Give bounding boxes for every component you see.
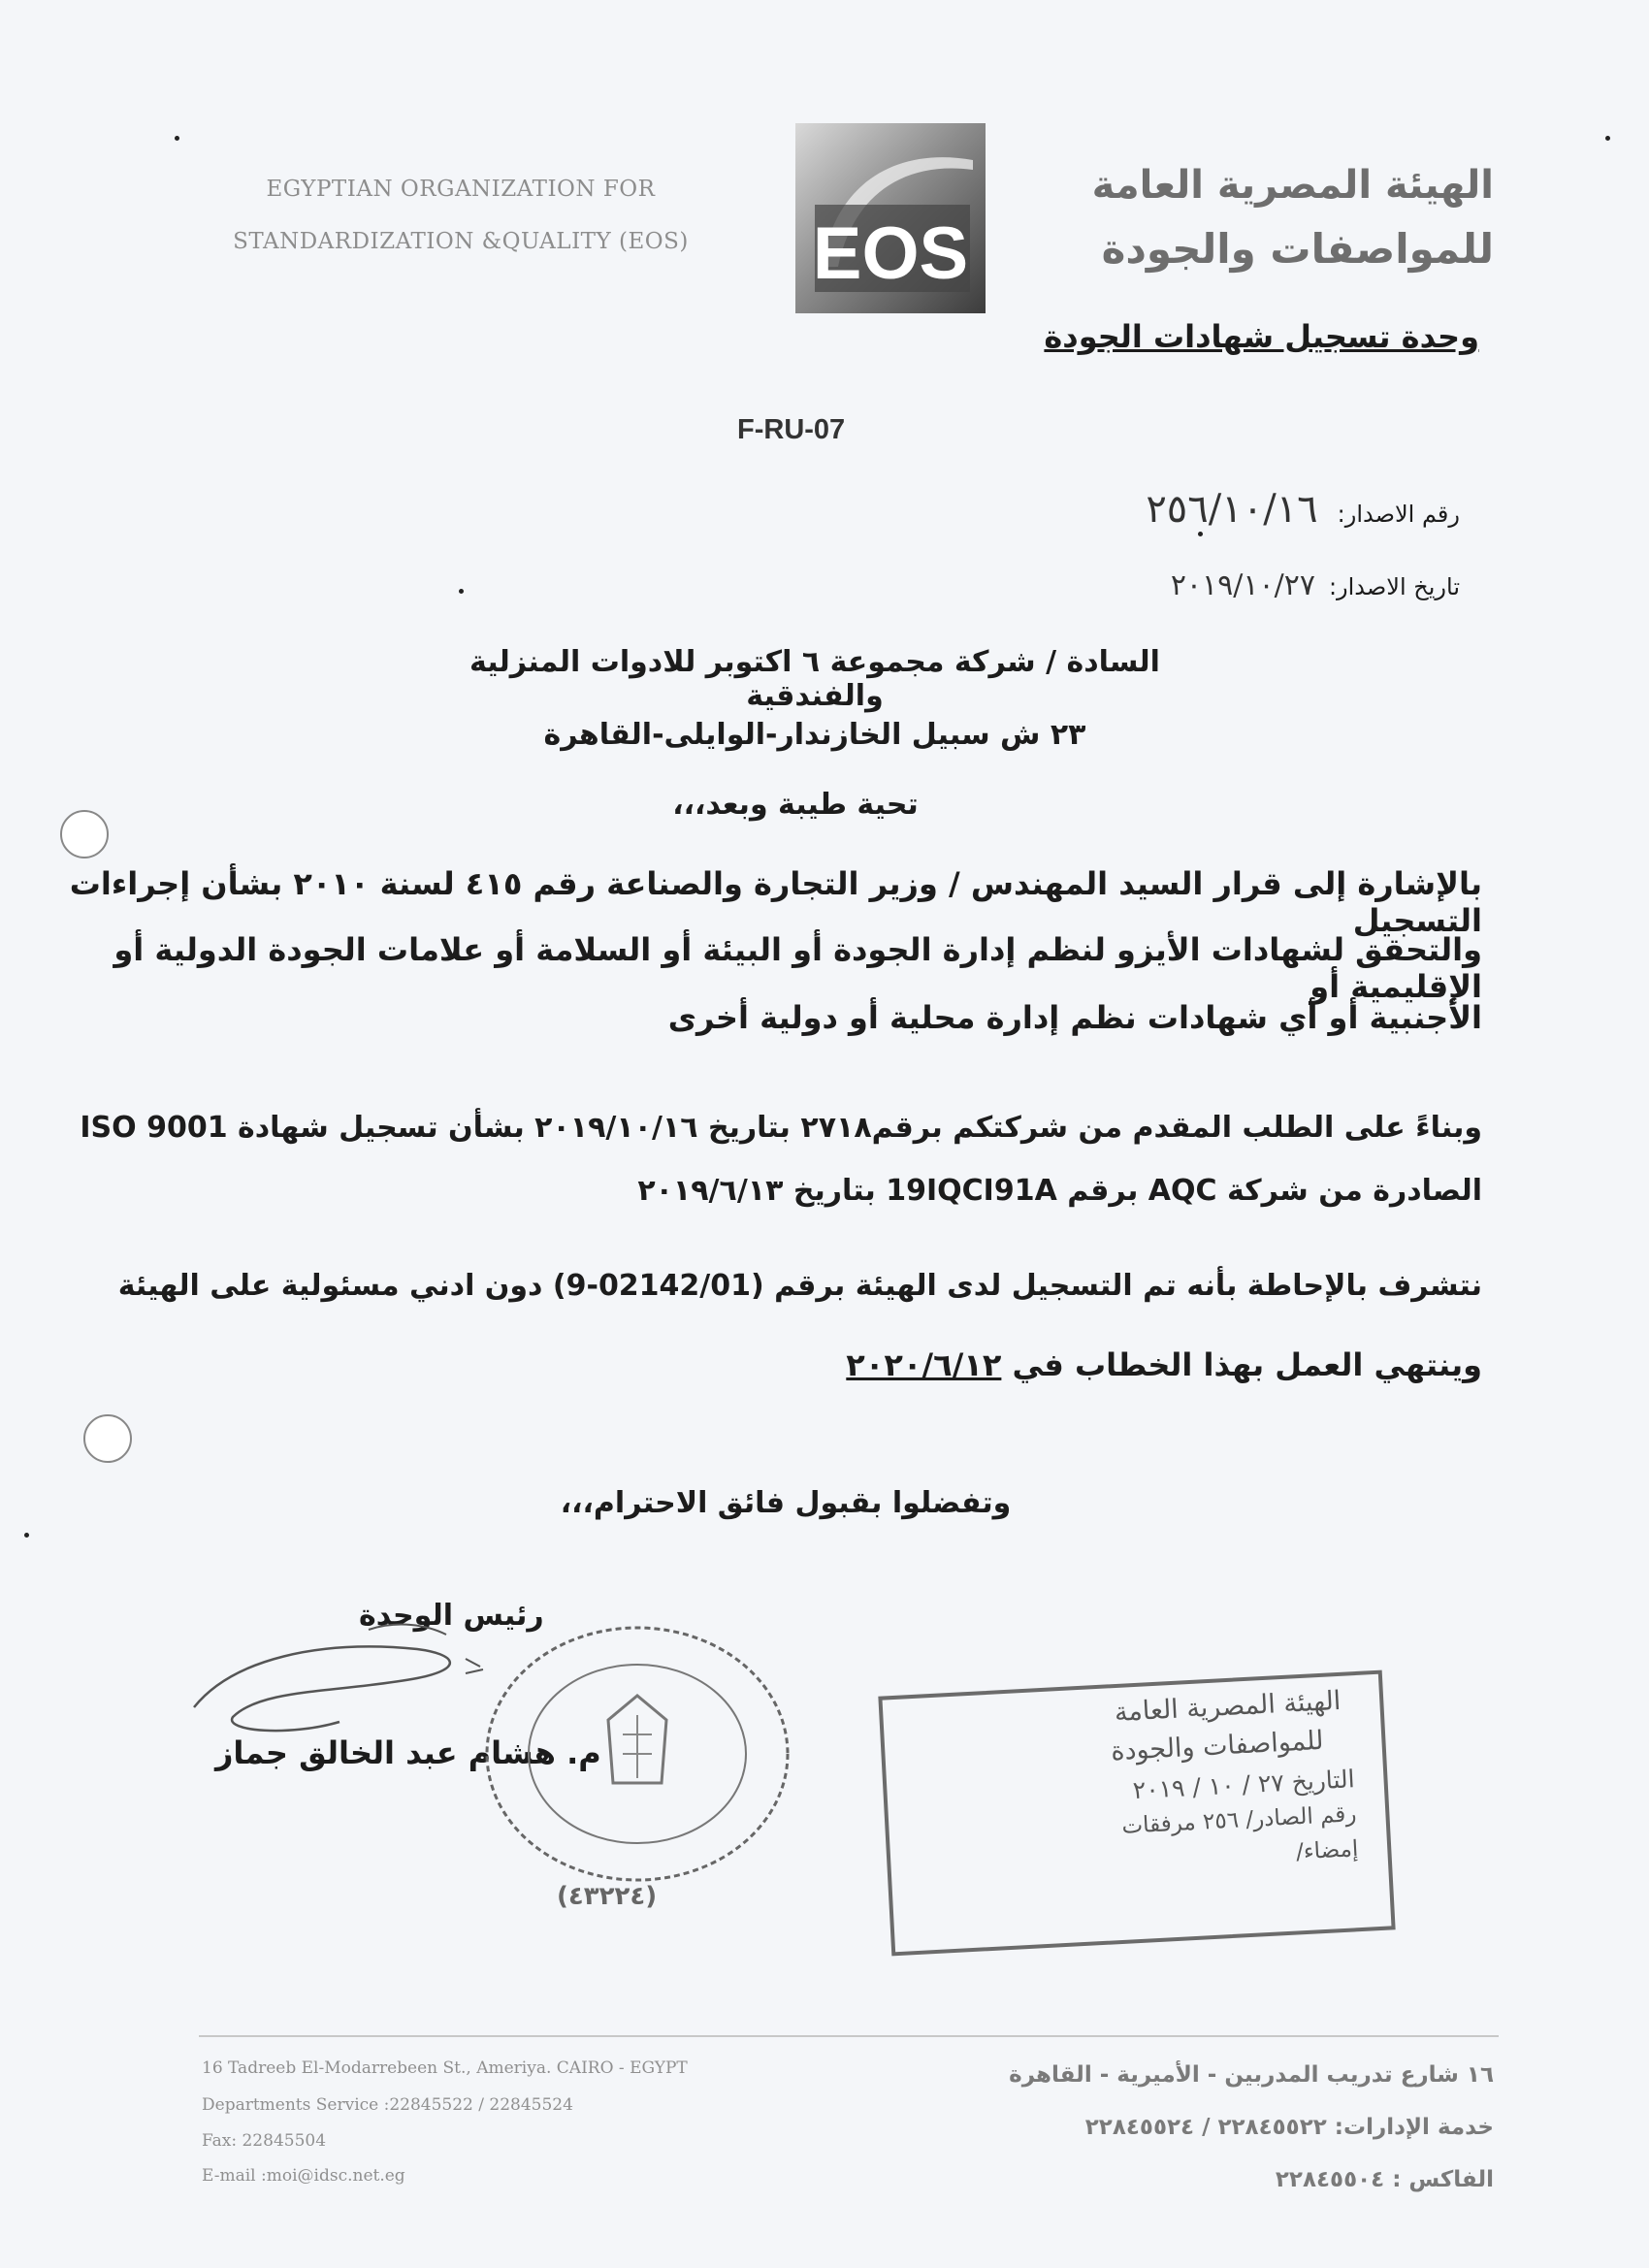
form-code: F-RU-07 xyxy=(737,414,846,445)
issue-date-value: ٢٠١٩/١٠/٢٧ xyxy=(1170,568,1315,602)
signature-title: رئيس الوحدة xyxy=(359,1599,544,1633)
org-name-ar-line2: للمواصفات والجودة xyxy=(1101,225,1494,273)
logo-text: EOS xyxy=(812,212,969,295)
org-name-en-line1: EGYPTIAN ORGANIZATION FOR xyxy=(266,177,656,202)
issue-date-row xyxy=(1171,568,1460,602)
unit-title: وحدة تسجيل شهادات الجودة xyxy=(1044,318,1479,355)
body-para1-line1: بالإشارة إلى قرار السيد المهندس / وزير التجارة والصناعة رقم ٤١٥ لسنة ٢٠١٠ بشأن إجراءات التسجيل xyxy=(69,865,1482,939)
recipient-address: ٢٣ ش سبيل الخازندار-الوايلى-القاهرة xyxy=(543,718,1086,752)
scan-dot xyxy=(459,589,464,594)
footer-address-ar: ١٦ شارع تدريب المدربين - الأميرية - القاهرة xyxy=(1009,2062,1494,2088)
official-round-seal xyxy=(477,1618,797,1903)
body-para1-line3: الأجنبية أو أي شهادات نظم إدارة محلية أو دولية أخرى xyxy=(667,999,1482,1036)
scan-dot xyxy=(1198,532,1203,536)
org-name-ar-line1: الهيئة المصرية العامة xyxy=(1091,163,1494,208)
footer-service-ar: خدمة الإدارات: ٢٢٨٤٥٥٢٢ / ٢٢٨٤٥٥٢٤ xyxy=(1084,2115,1494,2140)
issue-number-value: ٢٥٦/١٠/١٦ xyxy=(1146,487,1318,532)
footer-service-en: Departments Service :22845522 / 22845524 xyxy=(202,2095,573,2115)
signatory-name: م. هشام عبد الخالق جماز xyxy=(215,1734,601,1771)
issue-number-row xyxy=(1146,487,1460,532)
footer-address-en: 16 Tadreeb El-Modarrebeen St., Ameriya. CAIRO - EGYPT xyxy=(202,2058,688,2078)
org-name-en-line2: STANDARDIZATION &QUALITY (EOS) xyxy=(233,229,689,254)
signature-scribble xyxy=(175,1601,504,1750)
scan-dot xyxy=(24,1533,29,1538)
stamp-line5: إمضاء/ xyxy=(1295,1836,1359,1865)
footer-rule xyxy=(199,2035,1499,2037)
punch-hole-bottom xyxy=(83,1414,132,1463)
eos-logo xyxy=(793,121,987,315)
greeting: تحية طيبة وبعد،،، xyxy=(672,788,919,822)
seal-number: (٤٣٢٢٤) xyxy=(557,1882,658,1911)
expiry-date: ٢٠٢٠/٦/١٢ xyxy=(846,1346,1002,1383)
body-para2-line1: وبناءً على الطلب المقدم من شركتكم برقم٢٧١٨ بتاريخ ٢٠١٩/١٠/١٦ بشأن تسجيل شهادة ISO 9001 xyxy=(80,1111,1482,1145)
stamp-line2: للمواصفات والجودة xyxy=(1110,1725,1325,1767)
issue-date-label: تاريخ الاصدار: xyxy=(1328,573,1460,600)
footer-fax-en: Fax: 22845504 xyxy=(202,2131,327,2151)
stamp-line1: الهيئة المصرية العامة xyxy=(1114,1685,1342,1729)
issue-number-label: رقم الاصدار: xyxy=(1337,501,1460,528)
punch-hole-top xyxy=(60,810,109,859)
stamp-line4: رقم الصادر/ ٢٥٦ مرفقات xyxy=(1120,1801,1358,1839)
stamp-line3: التاريخ ٢٧ / ١٠ / ٢٠١٩ xyxy=(1132,1765,1356,1805)
recipient-name: السادة / شركة مجموعة ٦ اكتوبر للادوات المنزلية والفندقية xyxy=(469,645,1160,713)
footer-fax-ar: الفاكس : ٢٢٨٤٥٥٠٤ xyxy=(1275,2167,1494,2192)
body-para3-line2 xyxy=(846,1346,1482,1383)
body-para3-line1: نتشرف بالإحاطة بأنه تم التسجيل لدى الهيئة برقم (02142/01-9) دون ادني مسئولية على الهيئة xyxy=(117,1269,1482,1303)
body-para1-line2: والتحقق لشهادات الأيزو لنظم إدارة الجودة أو البيئة أو السلامة أو علامات الجودة الدولية أو الإقليمية أو xyxy=(113,931,1482,1005)
body-para2-line2: الصادرة من شركة AQC برقم 19IQCI91A بتاريخ ٢٠١٩/٦/١٣ xyxy=(637,1174,1482,1208)
scan-dot xyxy=(175,136,179,141)
registration-stamp xyxy=(878,1670,1395,1957)
closing: وتفضلوا بقبول فائق الاحترام،،، xyxy=(560,1486,1012,1520)
scan-dot xyxy=(1605,136,1610,141)
expiry-text: وينتهي العمل بهذا الخطاب في xyxy=(1012,1346,1482,1383)
footer-email-en: E-mail :moi@idsc.net.eg xyxy=(202,2166,405,2186)
